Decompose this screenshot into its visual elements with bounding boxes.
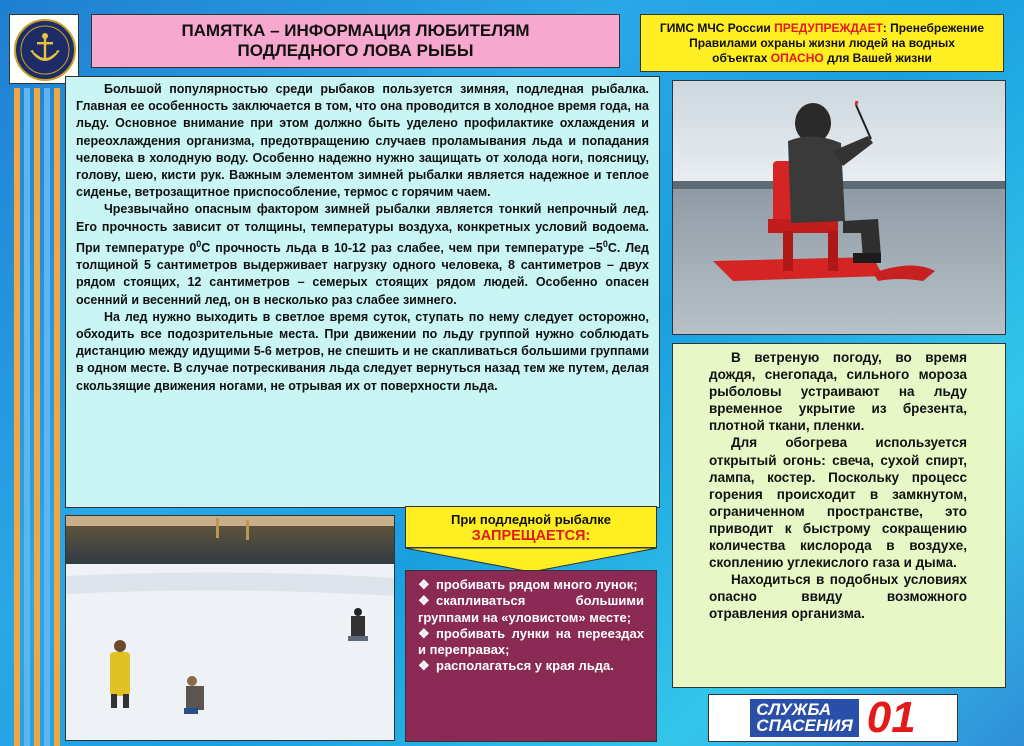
decor-stripe (34, 88, 40, 746)
main-paragraph-2b: С прочность льда в 10-12 раз слабее, чем при температуре –5 (201, 240, 603, 255)
warning-text2: Правилами охраны жизни людей на водных (689, 36, 955, 50)
rescue-word-2: СПАСЕНИЯ (756, 716, 853, 735)
diamond-bullet-icon: ❖ (418, 658, 430, 674)
diamond-bullet-icon: ❖ (418, 577, 430, 592)
diamond-bullet-icon: ❖ (418, 625, 430, 641)
rescue-words (750, 699, 858, 737)
photo-ice-fisherman (672, 80, 1006, 335)
list-item-text: располагаться у края льда. (436, 658, 614, 674)
list-item (418, 658, 644, 674)
list-item (418, 577, 644, 593)
prohibited-list (405, 570, 657, 742)
diamond-bullet-icon: ❖ (418, 593, 430, 609)
main-paragraph-2c: С. Лед толщиной 5 сантиметров выдерживает нагрузку одного человека, 8 сантиметров – двух рядом стоящих, 12 сантиметров – семерых стоящих рядом людей. Особенно опасен осенний и весенний лед, он в несколько раз слабее зимнего. (76, 240, 649, 307)
list-item-text: пробивать лунки на переездах и переправах; (418, 625, 644, 658)
main-paragraph-3: На лед нужно выходить в светлое время суток, ступать по нему следует осторожно, обходить все подозрительные места. При движении по льду группой нужно соблюдать дистанцию между идущими 5-6 метров, не спешить и не скапливаться большими группами в одном месте. В случае потрескивания льда следует вернуться назад тем же путем, делая скользящие движения ногами, не отрывая их от поверхности льда. (76, 309, 649, 393)
degree-sup: 0 (602, 238, 608, 249)
side-paragraph-2: Для обогрева используется открытый огонь: свеча, сухой спирт, лампа, костер. Поскольку процесс горения происходит в замкнутом, ограниченном пространстве, это приводит к быстрому сокращению количества кислорода в воздухе, скоплению углекислого газа и дыма. (709, 435, 967, 571)
side-paragraph-1: В ветреную погоду, во время дождя, снегопада, сильного мороза рыболовы устраивают на льду временное укрытие из брезента, плотной ткани, пленки. (709, 350, 967, 434)
main-paragraph-2a: Чрезвычайно опасным фактором зимней рыбалки является тонкий непрочный лед. Его прочность зависит от толщины, температуры воздуха, конкретных условий водоема. При температуре 0 (76, 202, 649, 255)
prohibited-header (405, 506, 657, 548)
decor-stripe (54, 88, 60, 746)
degree-sup: 0 (196, 238, 202, 249)
main-text-panel (65, 76, 660, 508)
gims-emblem (9, 14, 79, 84)
decor-stripe (44, 88, 50, 746)
warning-box (640, 14, 1004, 72)
down-arrow-icon (405, 548, 657, 572)
fishermen-on-ice-illustration (66, 516, 395, 741)
rescue-word-1: СЛУЖБА (756, 700, 832, 719)
main-paragraph-2 (76, 201, 649, 308)
ice-fisherman-illustration (673, 81, 1006, 335)
photo-fishermen-on-ice (65, 515, 395, 741)
rescue-number: 01 (866, 693, 916, 742)
decor-stripe (24, 88, 30, 746)
title-line-2: ПОДЛЕДНОГО ЛОВА РЫБЫ (237, 41, 474, 60)
list-item-text: скапливаться большими группами на «уловистом» месте; (418, 593, 644, 625)
rescue-service-logo (708, 694, 958, 742)
main-paragraph-1: Большой популярностью среди рыбаков пользуется зимняя, подледная рыбалка. Главная ее особенность заключается в том, что она проводится в холодное время года, на льду. Основное внимание при этом должно быть уделено профилактике охлаждения и переохлаждения организма, предотвращению случаев проламывания льда и попадания человека в холодную воду. Особенно надежно нужно защищать от холода ноги, поясницу, голову, шею, кисти рук. Важным элементом зимней рыбалки является надежное и теплое сиденье, ветрозащитное приспособление, термос с горячим чаем. (76, 82, 649, 200)
prohibited-header-line2: ЗАПРЕЩАЕТСЯ: (471, 528, 591, 544)
anchor-emblem-icon (10, 15, 80, 85)
warning-danger: ОПАСНО (770, 51, 824, 65)
shelter-heating-text (672, 343, 1006, 688)
title-line-1: ПАМЯТКА – ИНФОРМАЦИЯ ЛЮБИТЕЛЯМ (181, 21, 530, 40)
prohibited-header-line1: При подледной рыбалке (450, 512, 612, 527)
list-item-text: пробивать рядом много лунок; (436, 577, 638, 592)
list-item (418, 626, 644, 659)
warning-warns: ПРЕДУПРЕЖДАЕТ (774, 21, 883, 35)
warning-text4: для Вашей жизни (827, 51, 932, 65)
warning-text1: : Пренебрежение (882, 21, 985, 35)
page-title (91, 14, 620, 68)
list-item (418, 593, 644, 626)
warning-org: ГИМС МЧС России (659, 21, 771, 35)
warning-text3: объектах (712, 51, 768, 65)
decor-stripe (14, 88, 20, 746)
side-paragraph-3: Находиться в подобных условиях опасно ввиду возможного отравления организма. (709, 572, 967, 622)
